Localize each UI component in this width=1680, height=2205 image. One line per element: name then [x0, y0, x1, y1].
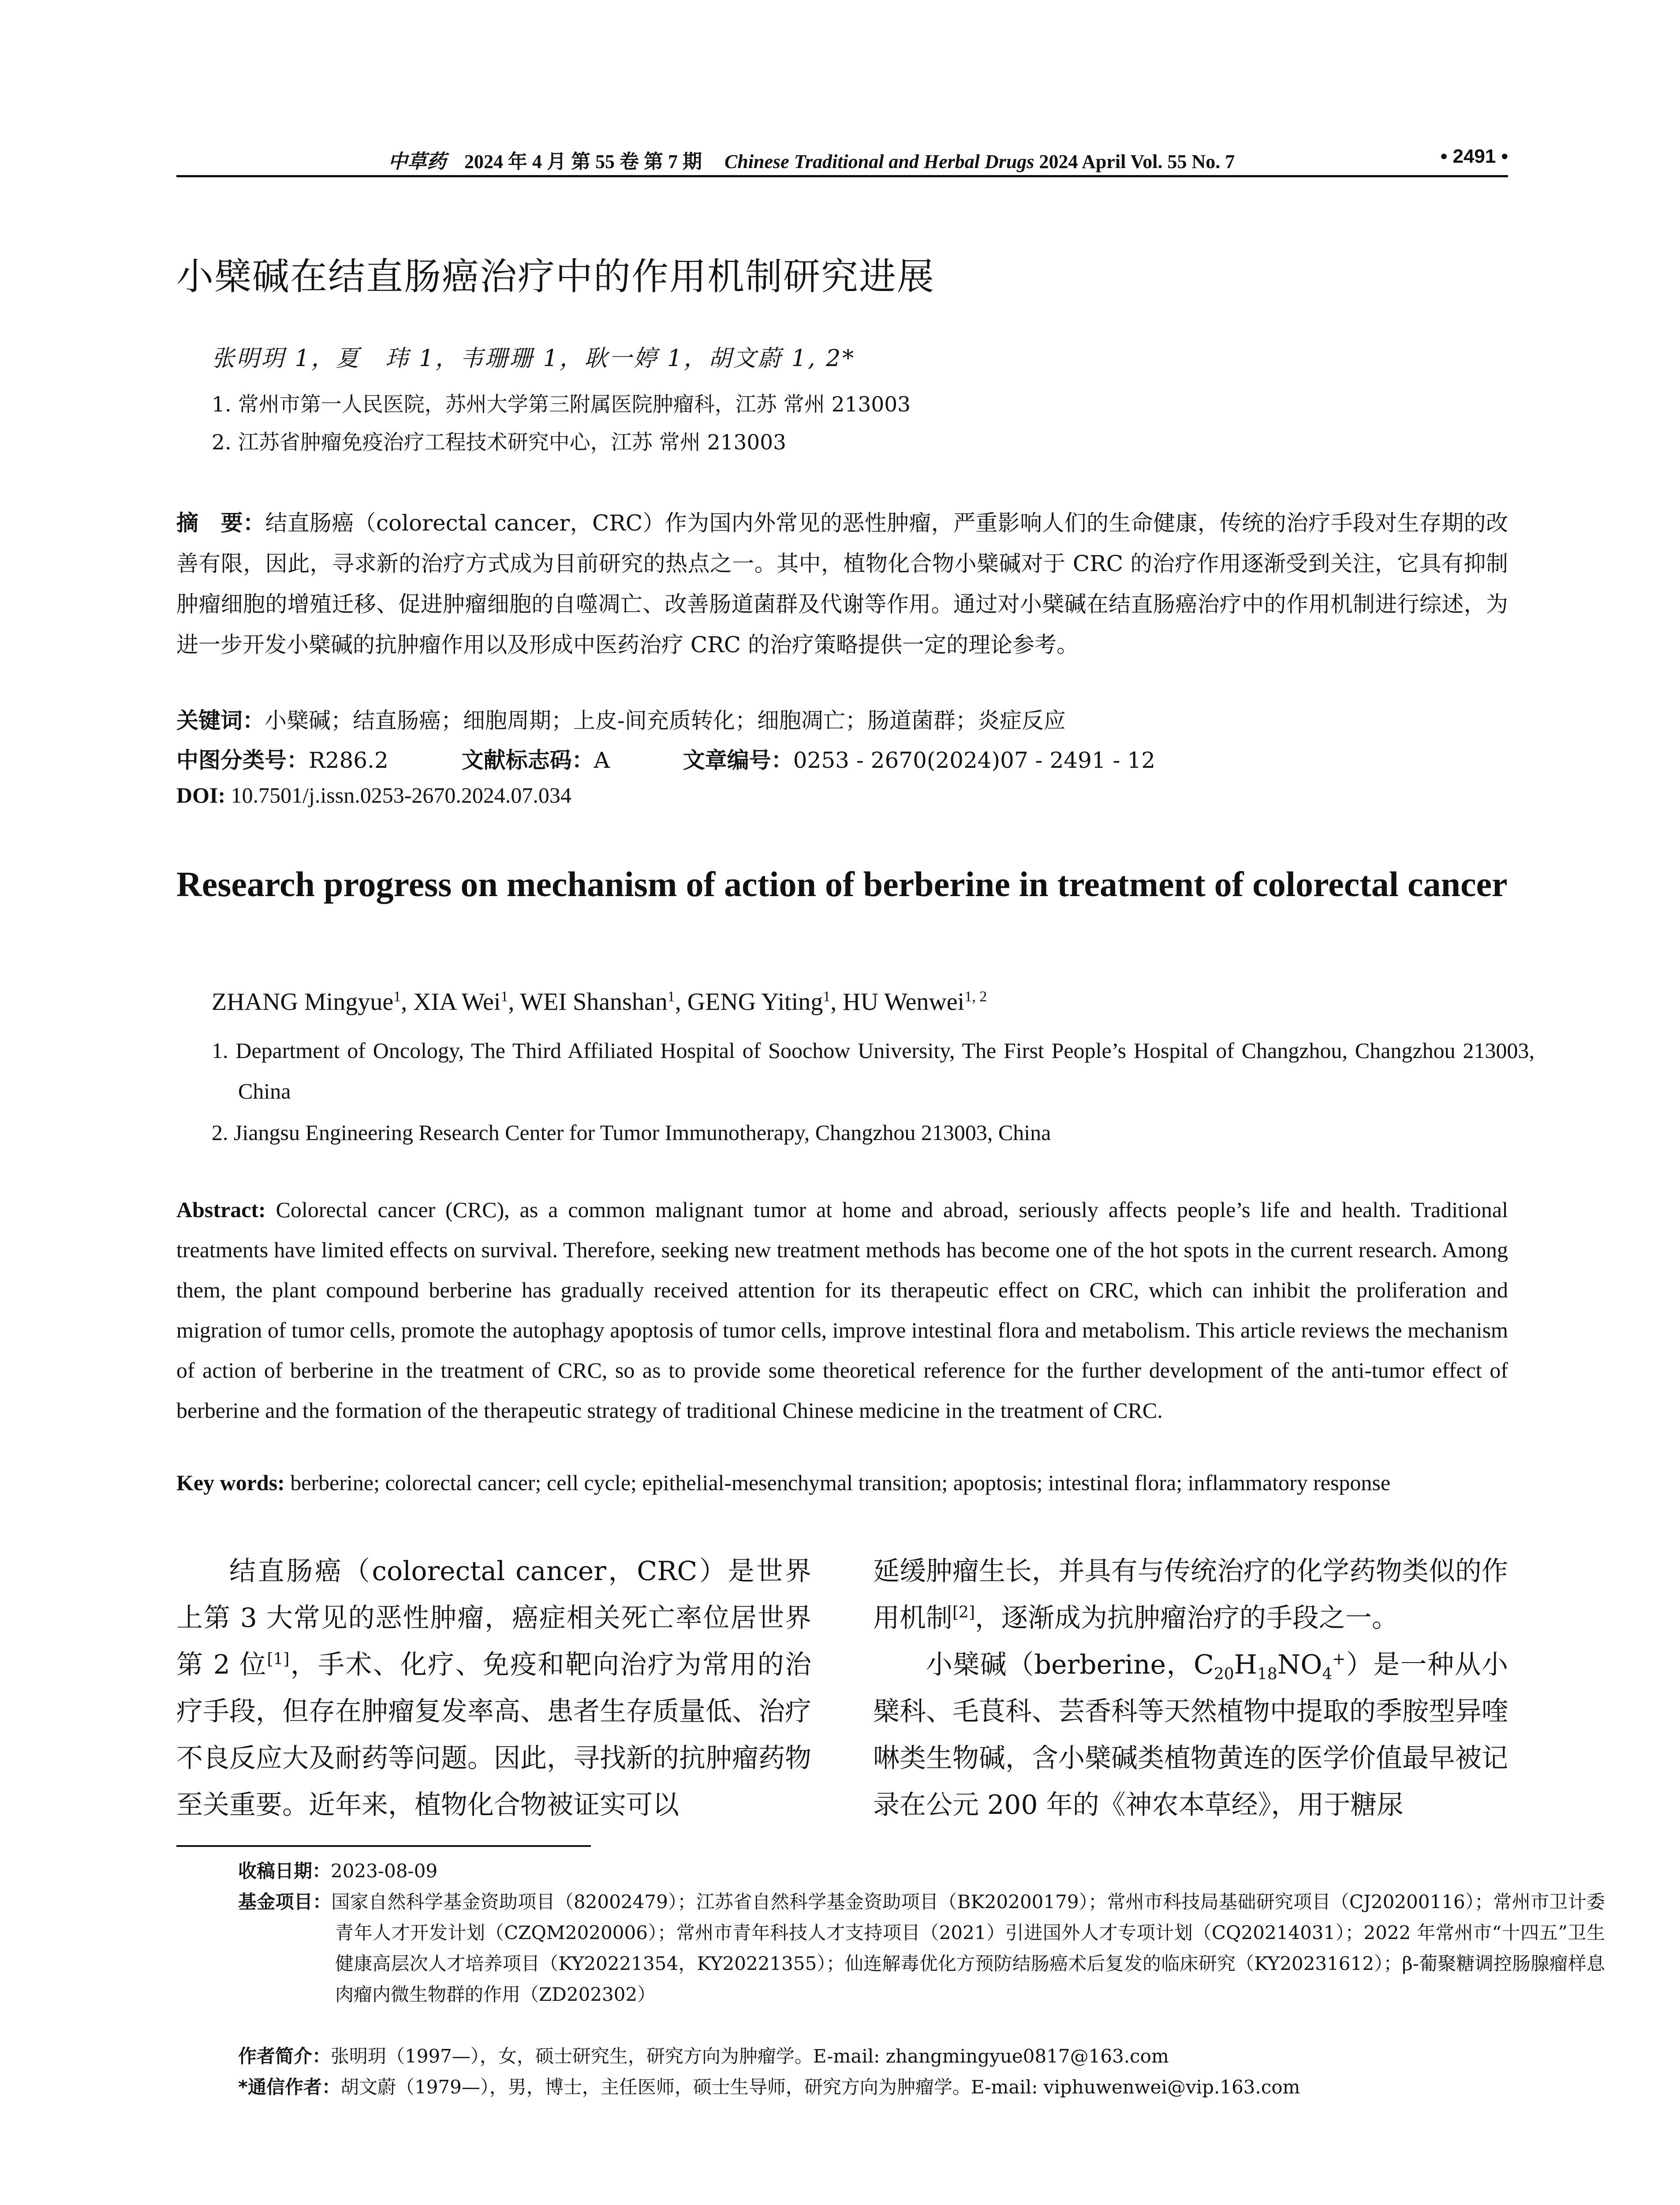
- body-column-left: [176, 1548, 811, 1828]
- received-label: 收稿日期：: [238, 1860, 331, 1882]
- body-text: 延缓肿瘤生长，并具有与传统治疗的化学药物类似的作用机制: [873, 1556, 1508, 1633]
- corresponding-label: *通信作者：: [238, 2076, 340, 2098]
- keywords-en: [176, 1470, 1508, 1495]
- keywords-en-text: berberine; colorectal cancer; cell cycle; epithelial-mesenchymal transition; apoptosis; intestinal flora; inflammatory response: [290, 1470, 1391, 1495]
- abstract-cn: [176, 503, 1508, 665]
- document-code: [462, 743, 610, 774]
- body-text: 小檗碱（berberine，C: [926, 1649, 1214, 1680]
- author-affiliation-mark: 1, 2: [964, 988, 987, 1005]
- formula-subscript: 20: [1213, 1665, 1234, 1683]
- author-list-en: ZHANG Mingyue$^1$, XIA Wei$^1$, WEI Shanshan$^1$, GENG Yiting$^1$, HU Wenwei$^{1, 2}$: [212, 988, 987, 1016]
- affiliation-cn-1: 1. 常州市第一人民医院，苏州大学第三附属医院肿瘤科，江苏 常州 213003: [212, 392, 911, 417]
- clc-value: R286.2: [309, 747, 388, 773]
- abstract-en-text: Colorectal cancer (CRC), as a common malignant tumor at home and abroad, seriously affects people’s life and health. Traditional treatments have limited effects on survival. Therefore, seeking new treatment methods has become one of the hot spots in the current research. Among them, the plant compound berberine has gradually received attention for its therapeutic effect on CRC, which can inhibit the proliferation and migration of tumor cells, promote the autophagy apoptosis of tumor cells, improve intestinal flora and metabolism. This article reviews the mechanism of action of berberine in the treatment of CRC, so as to provide some theoretical reference for the further development of the anti-tumor effect of berberine and the formation of the therapeutic strategy of traditional Chinese medicine in the treatment of CRC.: [176, 1197, 1508, 1423]
- author-list-cn: 张明玥 1，夏 玮 1，韦珊珊 1，耿一婷 1，胡文蔚 1, 2*: [212, 345, 856, 372]
- formula-part: H: [1234, 1649, 1257, 1680]
- abstract-cn-label: 摘 要：: [176, 510, 265, 536]
- formula-subscript: 18: [1257, 1665, 1277, 1683]
- doi-label: DOI:: [176, 783, 226, 807]
- body-text: ，逐渐成为抗肿瘤治疗的手段之一。: [975, 1603, 1398, 1633]
- received-date: 2023-08-09: [331, 1860, 438, 1882]
- footnote-author-bio: [238, 2041, 1508, 2072]
- affiliation-cn-2: 2. 江苏省肿瘤免疫治疗工程技术研究中心，江苏 常州 213003: [212, 430, 787, 455]
- journal-name-cn: 中草药: [388, 150, 446, 173]
- body-column-right: [873, 1548, 1508, 1828]
- keywords-cn-text: 小檗碱；结直肠癌；细胞周期；上皮-间充质转化；细胞凋亡；肠道菌群；炎症反应: [265, 708, 1066, 733]
- issue-info-cn: 2024 年 4 月 第 55 卷 第 7 期: [464, 151, 702, 172]
- header-center: [388, 146, 1235, 174]
- header-divider: [176, 175, 1508, 177]
- clc-number: [176, 743, 388, 774]
- footnote-received: [238, 1856, 1508, 1887]
- formula-part: NO: [1277, 1649, 1322, 1680]
- author-name: WEI Shanshan: [520, 988, 668, 1016]
- author-affiliation-mark: 1: [500, 988, 508, 1005]
- abstract-cn-text: 结直肠癌（colorectal cancer，CRC）作为国内外常见的恶性肿瘤，严重影响人们的生命健康，传统的治疗手段对生存期的改善有限，因此，寻求新的治疗方式成为目前研究的热点之一。其中，植物化合物小檗碱对于 CRC 的治疗作用逐渐受到关注，它具有抑制肿瘤细胞的增殖迁移、促进肿瘤细胞的自噬凋亡、改善肠道菌群及代谢等作用。通过对小檗碱在结直肠癌治疗中的作用机制进行综述，为进一步开发小檗碱的抗肿瘤作用以及形成中医药治疗 CRC 的治疗策略提供一定的理论参考。: [176, 510, 1508, 658]
- author-affiliation-mark: 1: [823, 988, 831, 1005]
- abstract-en: [176, 1190, 1508, 1431]
- journal-name-en: Chinese Traditional and Herbal Drugs: [724, 151, 1034, 172]
- abstract-en-label: Abstract:: [176, 1197, 266, 1222]
- classification-line: [176, 743, 1508, 774]
- page-number: • 2491 •: [1440, 146, 1508, 167]
- footnote-corresponding-author: [238, 2072, 1508, 2103]
- article-title-cn: 小檗碱在结直肠癌治疗中的作用机制研究进展: [176, 255, 935, 298]
- doi-link[interactable]: 10.7501/j.issn.0253-2670.2024.07.034: [231, 783, 571, 807]
- keywords-en-label: Key words:: [176, 1470, 285, 1495]
- author-affiliation-mark: 1: [667, 988, 675, 1005]
- author-bio-label: 作者简介：: [238, 2045, 331, 2067]
- funding-text: 国家自然科学基金资助项目（82002479）；江苏省自然科学基金资助项目（BK20200179）；常州市科技局基础研究项目（CJ20200116）；常州市卫计委青年人才开发计划（CZQM2020006）；常州市青年科技人才支持项目（2021）引进国外人才专项计划（CQ20214031）；2022 年常州市“十四五”卫生健康高层次人才培养项目（KY20221354，KY20221355）；仙连解毒优化方预防结肠癌术后复发的临床研究（KY20231612）；β-葡聚糖调控肠腺瘤样息肉瘤内微生物群的作用（ZD202302）: [331, 1891, 1605, 2005]
- doc-code-label: 文献标志码：: [461, 747, 594, 773]
- clc-label: 中图分类号：: [176, 747, 309, 773]
- footnote-funding: [238, 1887, 1605, 2010]
- author-name: ZHANG Mingyue: [212, 988, 394, 1016]
- article-number: [683, 743, 1155, 774]
- funding-label: 基金项目：: [238, 1891, 332, 1913]
- author-affiliation-mark: 1: [393, 988, 401, 1005]
- author-name: XIA Wei: [413, 988, 501, 1016]
- author-name: GENG Yiting: [687, 988, 823, 1016]
- running-header: [176, 142, 1508, 174]
- affiliation-en-1: 1. Department of Oncology, The Third Affiliated Hospital of Soochow University, The First People’s Hospital of Changzhou, Changzhou 213003, China: [212, 1038, 1534, 1103]
- keywords-cn: [176, 703, 1066, 735]
- doc-code-value: A: [594, 747, 610, 773]
- article-number-value: 0253 - 2670(2024)07 - 2491 - 12: [793, 747, 1156, 773]
- footnote-divider: [176, 1845, 591, 1847]
- formula-superscript: +: [1332, 1650, 1346, 1668]
- body-paragraph: [873, 1548, 1508, 1641]
- article-title-en: Research progress on mechanism of action of berberine in treatment of colorectal cancer: [176, 865, 1508, 904]
- issue-info-en: 2024 April Vol. 55 No. 7: [1039, 151, 1235, 172]
- citation-ref[interactable]: [2]: [952, 1603, 975, 1622]
- author-bio-text: 张明玥（1997—），女，硕士研究生，研究方向为肿瘤学。E-mail: zhangmingyue0817@163.com: [331, 2045, 1169, 2067]
- body-paragraph: [873, 1641, 1508, 1828]
- corresponding-text: 胡文蔚（1979—），男，博士，主任医师，硕士生导师，研究方向为肿瘤学。E-mail: viphuwenwei@vip.163.com: [340, 2076, 1300, 2098]
- formula-subscript: 4: [1322, 1665, 1333, 1683]
- body-text: 结直肠癌（colorectal cancer，CRC）是世界上第 3 大常见的恶性肿瘤，癌症相关死亡率位居世界第 2 位: [176, 1556, 811, 1680]
- affiliation-en-2: 2. Jiangsu Engineering Research Center for Tumor Immunotherapy, Changzhou 213003, China: [212, 1120, 1051, 1145]
- body-text: ）是一种从小檗科、毛茛科、芸香科等天然植物中提取的季胺型异喹啉类生物碱，含小檗碱类植物黄连的医学价值最早被记录在公元 200 年的《神农本草经》，用于糖尿: [873, 1649, 1508, 1820]
- doi-line: [176, 782, 571, 808]
- body-text: ，手术、化疗、免疫和靶向治疗为常用的治疗手段，但存在肿瘤复发率高、患者生存质量低、治疗不良反应大及耐药等问题。因此，寻找新的抗肿瘤药物至关重要。近年来，植物化合物被证实可以: [176, 1649, 811, 1820]
- author-name: HU Wenwei: [843, 988, 965, 1016]
- citation-ref[interactable]: [1]: [267, 1650, 290, 1668]
- body-paragraph: [176, 1548, 811, 1828]
- keywords-cn-label: 关键词：: [176, 708, 265, 733]
- article-number-label: 文章编号：: [683, 747, 793, 773]
